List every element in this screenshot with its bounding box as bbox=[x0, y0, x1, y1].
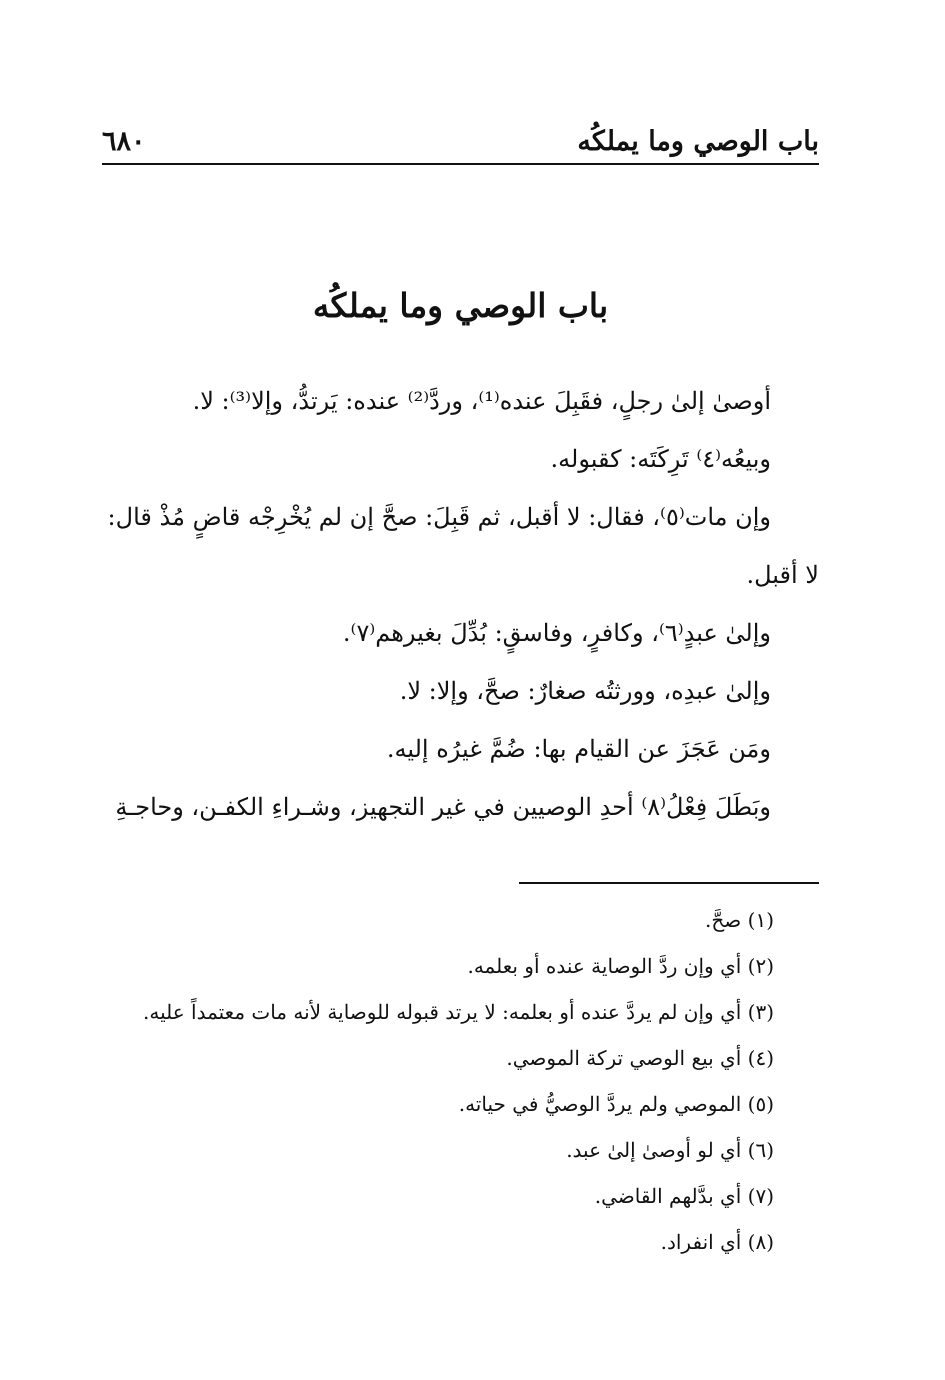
body-text bbox=[102, 372, 819, 836]
body-line: وإن مات⁽٥⁾، فقال: لا أقبل، ثم قَبِلَ: صحَّ إن لم يُخْرِجْه قاضٍ مُذْ قال: bbox=[107, 503, 771, 531]
footnote: (٧) أي بدَّلهم القاضي. bbox=[594, 1184, 774, 1208]
body-line: وإلىٰ عبدٍ⁽٦⁾، وكافرٍ، وفاسقٍ: بُدِّلَ بغيرهم⁽٧⁾. bbox=[342, 619, 771, 647]
footnote: (١) صحَّ. bbox=[705, 908, 774, 932]
body-line: وإلىٰ عبدِه، وورثتُه صغارٌ: صحَّ، وإلا: لا. bbox=[399, 677, 771, 705]
footnotes bbox=[102, 897, 774, 1265]
body-line: أوصىٰ إلىٰ رجلٍ، فقَبِلَ عنده⁽¹⁾، وردَّ⁽²⁾ عنده: يَرتدُّ، وإلا⁽³⁾: لا. bbox=[192, 387, 771, 415]
chapter-title: باب الوصي وما يملكُه bbox=[312, 286, 609, 325]
footnote: (٦) أي لو أوصىٰ إلىٰ عبد. bbox=[566, 1138, 774, 1162]
body-line: لا أقبل. bbox=[746, 561, 819, 589]
footnote: (٨) أي انفراد. bbox=[660, 1230, 774, 1254]
header-rule bbox=[102, 163, 819, 165]
footnote: (٥) الموصي ولم يردَّ الوصيُّ في حياته. bbox=[458, 1092, 774, 1116]
page-number: ٦٨٠ bbox=[102, 126, 146, 157]
body-line: وبيعُه⁽٤⁾ تَرِكَتَه: كقبوله. bbox=[550, 445, 771, 473]
footnote: (٣) أي وإن لم يردَّ عنده أو بعلمه: لا يرتد قبوله للوصاية لأنه مات معتمداً عليه. bbox=[142, 1000, 774, 1024]
body-line: وبَطَلَ فِعْلُ⁽٨⁾ أحدِ الوصيين في غير التجهيز، وشـراءِ الكفـن، وحاجـةِ bbox=[115, 793, 771, 821]
footnote-separator bbox=[519, 882, 819, 884]
running-title: باب الوصي وما يملكُه bbox=[577, 126, 819, 157]
body-line: ومَن عَجَزَ عن القيام بها: ضُمَّ غيرُه إليه. bbox=[386, 735, 771, 763]
running-header bbox=[102, 120, 819, 160]
footnote: (٤) أي بيع الوصي تركة الموصي. bbox=[506, 1046, 774, 1070]
footnote: (٢) أي وإن ردَّ الوصاية عنده أو بعلمه. bbox=[467, 954, 774, 978]
